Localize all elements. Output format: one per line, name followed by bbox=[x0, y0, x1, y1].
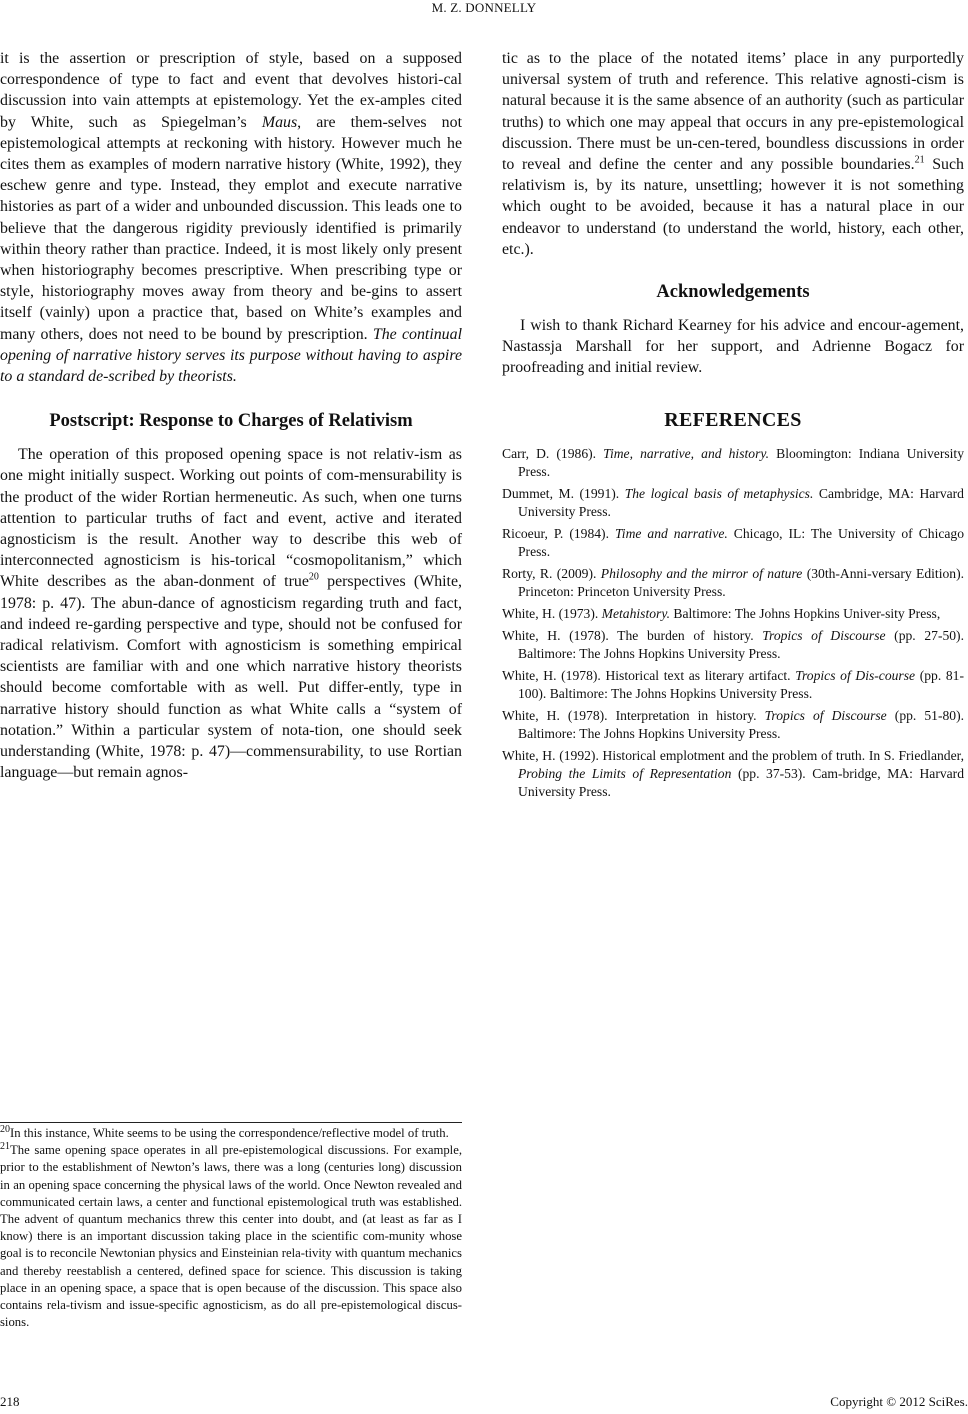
body-text: it is the assertion or prescription of style, based on a supposed correspondence of type to fact and event that devolves histori-cal discussion into vain attempts at epistemology. Yet the ex-amples cited by White, such as Spiegelman’s bbox=[0, 50, 462, 131]
body-text: tic as to the place of the notated items’ place in any purportedly universal system of truth and reference. This relative agnosti-cism is natural because it is the same absence of an authority (such as particular truths) to which one may appeal that occurs in any pre-epistemological discussion. There must be un-cen-tered, boundless discussions in order to reveal and define the center and any possible boundaries. bbox=[502, 50, 964, 174]
footnote-number: 20 bbox=[0, 1123, 10, 1135]
section-heading-acknowledgements: Acknowledgements bbox=[656, 282, 810, 303]
reference-item: Ricoeur, P. (1984). Time and narrative. Chicago, IL: The University of Chicago Press. bbox=[502, 525, 965, 559]
right-column bbox=[502, 48, 964, 805]
reference-item: White, H. (1973). Metahistory. Baltimore: The Johns Hopkins Univer-sity Press, bbox=[502, 605, 941, 621]
reference-item: Carr, D. (1986). Time, narrative, and history. Bloomington: Indiana University Press. bbox=[502, 445, 964, 479]
footnote-marker: 21 bbox=[914, 154, 925, 166]
body-paragraph bbox=[502, 48, 964, 260]
reference-item: White, H. (1978). Historical text as literary artifact. Tropics of Dis-course (pp. 81-100). Baltimore: The Johns Hopkins University Press. bbox=[502, 667, 965, 701]
left-column bbox=[0, 48, 462, 784]
body-text: , are them-selves not epistemological attempts at reckoning with history. However much he cites them as examples of modern narrative history (White, 1992), they eschew genre and type. Instead, they emplot and execute narrative histories as part of a wider and unbounded discussion. This leads one to believe that the dangerous rigidity previously identified is primarily within theory rather than practice. Indeed, it is most likely only present when historiography becomes prescriptive. When prescribing type or style, historiography moves away from theory and be-gins to assert itself (vainly) upon a practice that, based on White’s examples and many others, does not need to be bound by prescription. bbox=[0, 113, 462, 343]
page-number: 218 bbox=[0, 1394, 20, 1409]
body-paragraph bbox=[0, 444, 462, 783]
reference-item: White, H. (1992). Historical emplotment and the problem of truth. In S. Friedlander, Probing the Limits of Representation (pp. 37-53). Cam-bridge, MA: Harvard University Press. bbox=[502, 747, 964, 799]
body-paragraph bbox=[0, 48, 462, 387]
copyright-notice: Copyright © 2012 SciRes. bbox=[830, 1394, 968, 1409]
body-text: The operation of this proposed opening space is not relativ-ism as one might initially suspect. Working out points of com-mensurability is the product of the wider Rortian hermeneutic. As such, when one turns attention to particular truths of fact and event, active and iterated agnosticism is the result. Another way to describe this web of interconnected agnosticism is his-torical “cosmopolitanism,” which White describes as the aban-donment of true bbox=[0, 446, 462, 591]
reference-item: White, H. (1978). The burden of history. Tropics of Discourse (pp. 27-50). Baltimore: The Johns Hopkins University Press. bbox=[502, 627, 964, 661]
italic-emphasis: The continual opening of narrative history serves its purpose without having to aspire to a standard de-scribed by theorists. bbox=[0, 325, 462, 386]
reference-item: White, H. (1978). Interpretation in history. Tropics of Discourse (pp. 51-80). Baltimore: The Johns Hopkins University Press. bbox=[502, 707, 964, 741]
footnote-text: In this instance, White seems to be using the correspondence/reflective model of truth. bbox=[10, 1126, 449, 1140]
reference-item: Rorty, R. (2009). Philosophy and the mirror of nature (30th-Anni-versary Edition). Princeton: Princeton University Press. bbox=[502, 565, 964, 599]
footnote-text: The same opening space operates in all pre-epistemological discussions. For example, prior to the establishment of Newton’s laws, there was a long (centuries long) discussion in an opening space concerning the physical laws of the world. Once Newton revealed and communicated certain laws, a center and functional epistemological truth was established. The advent of quantum mechanics threw this center into doubt, and (at least as far as I know) there is an important discussion taking place in the scientific com-munity whose goal is to reconcile Newtonian physics and Einsteinian rela-tivity with quantum mechanics and thereby reestablish a centered, defined space for science. This discussion is taking place in an opening space, a space that is open because of the discussion. This space also contains rela-tivism and issue-specific agnosticism, as do all pre-epistemological discus-sions. bbox=[0, 1143, 462, 1330]
body-text: Such relativism is, by its nature, unsettling; however it is not something which ought to be avoided, because it has a natural place in our endeavor to understand (to understand the world, history, each other, etc.). bbox=[502, 156, 964, 258]
footnote-21 bbox=[0, 1142, 462, 1331]
footnotes bbox=[0, 1125, 462, 1331]
body-text: perspectives (White, 1978: p. 47). The abun-dance of agnosticism regarding truth and fact, and indeed re-garding perspective and type, should not be confused for radical relativism. Comfort with agnosticism is something empirical scientists are familiar with and one which narrative history theorists should become comfortable with as well. Put differ-ently, type in narrative history should function as what White calls a “system of notation.” Within a particular system of nota-tion, one should seek understanding (White, 1978: p. 47)—commensurability, to use Rortian language—but remain agnos- bbox=[0, 573, 462, 782]
italic-title: Maus bbox=[261, 113, 298, 131]
reference-item: Dummet, M. (1991). The logical basis of metaphysics. Cambridge, MA: Harvard University Press. bbox=[502, 485, 964, 519]
footnote-divider bbox=[0, 1122, 462, 1123]
footnote-20 bbox=[0, 1125, 462, 1142]
running-head: M. Z. DONNELLY bbox=[431, 0, 537, 15]
reference-list bbox=[502, 445, 964, 801]
footnote-number: 21 bbox=[0, 1140, 10, 1152]
footnote-marker: 20 bbox=[308, 572, 319, 584]
section-heading-postscript: Postscript: Response to Charges of Relativism bbox=[49, 411, 413, 432]
section-heading-references: REFERENCES bbox=[664, 408, 802, 431]
acknowledgements-paragraph: I wish to thank Richard Kearney for his advice and encour-agement, Nastassja Marshall for her support, and Adrienne Bogacz for proofreading and initial review. bbox=[502, 317, 964, 377]
